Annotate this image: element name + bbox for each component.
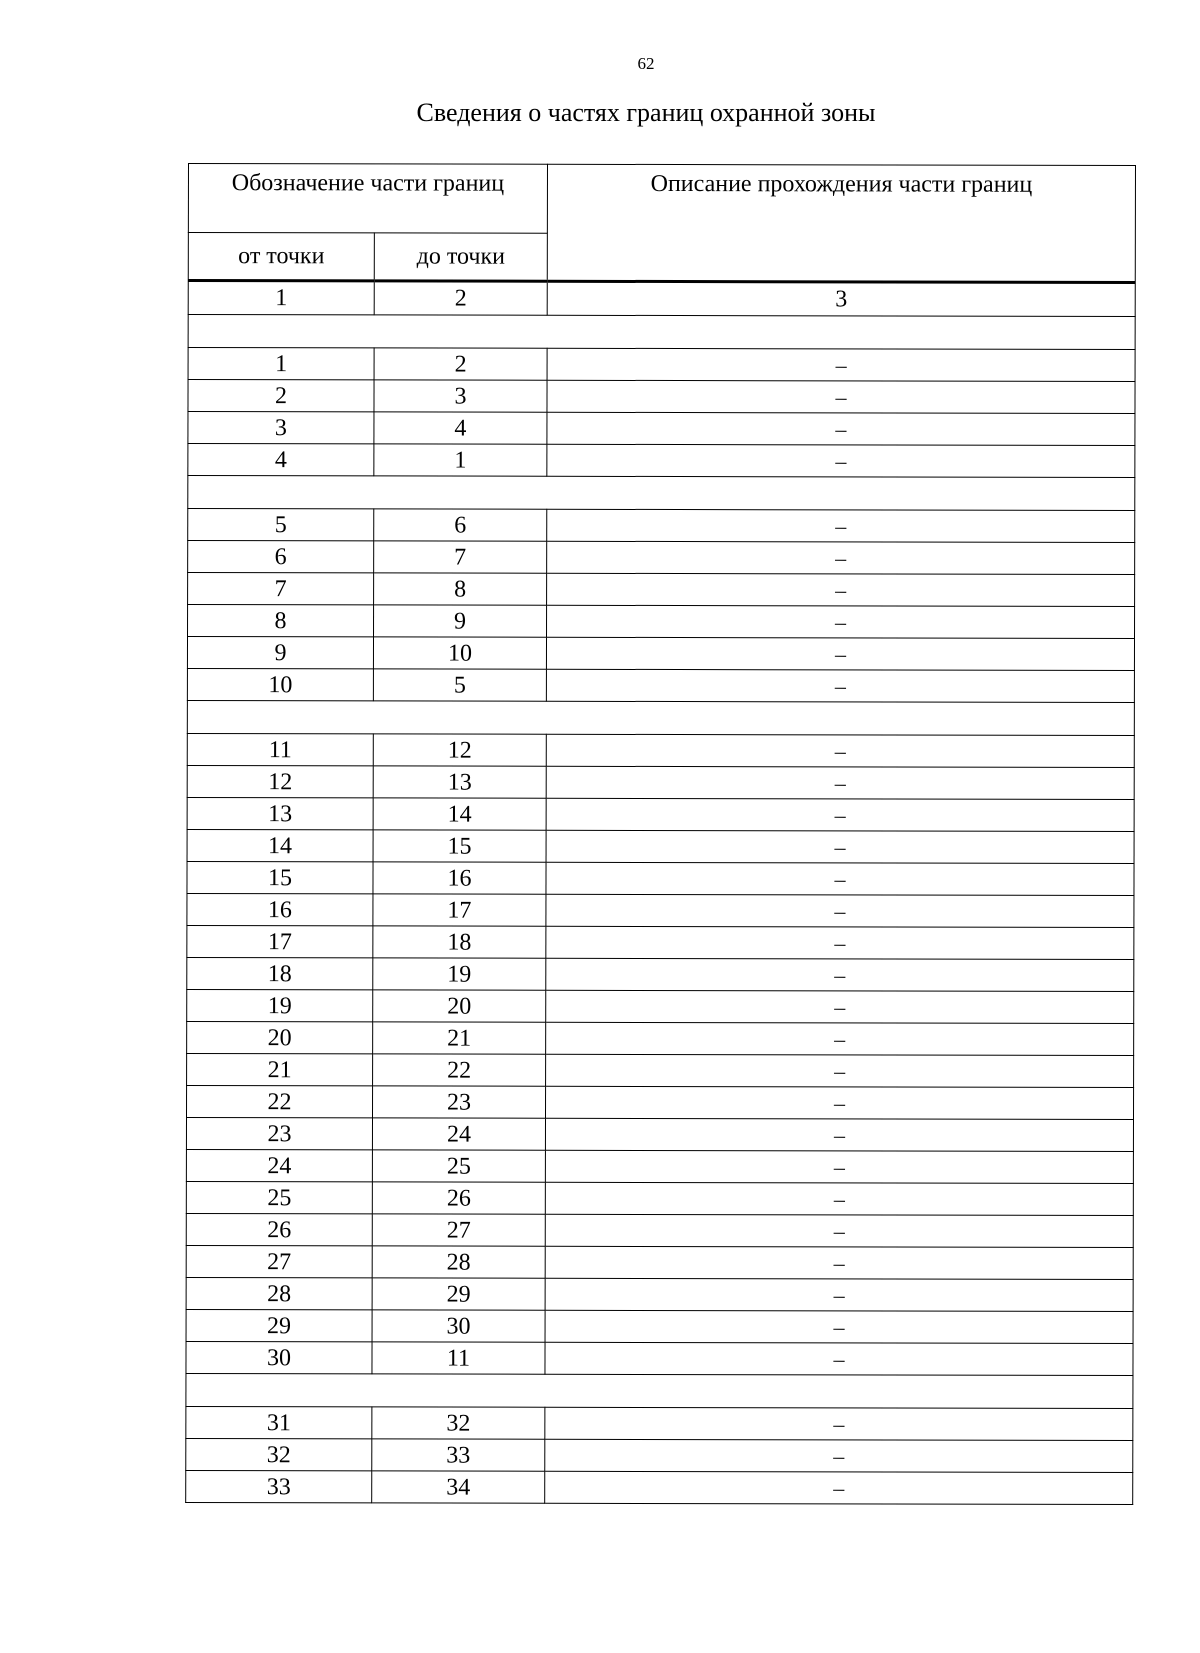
cell-description: –: [545, 1182, 1133, 1215]
table-row: [187, 989, 1134, 1023]
table-row: [187, 637, 1134, 671]
table-row: [188, 541, 1135, 575]
cell-to-point: 16: [373, 862, 546, 894]
cell-description: –: [546, 990, 1134, 1023]
cell-description: –: [546, 669, 1134, 702]
cell-from-point: 6: [188, 541, 374, 573]
cell-from-point: 20: [187, 1021, 373, 1053]
cell-to-point: 8: [374, 573, 547, 605]
boundary-parts-table: [185, 163, 1136, 1505]
cell-to-point: 28: [372, 1246, 545, 1278]
page-title: Сведения о частях границ охранной зоны: [416, 98, 876, 127]
section-separator-row: [187, 700, 1134, 735]
cell-from-point: 15: [187, 861, 373, 893]
cell-to-point: 13: [373, 766, 546, 798]
table-row: [186, 1181, 1133, 1215]
cell-to-point: 25: [372, 1150, 545, 1182]
cell-to-point: 9: [374, 605, 547, 637]
cell-description: –: [545, 1310, 1133, 1343]
cell-description: –: [547, 348, 1135, 381]
cell-description: –: [546, 958, 1134, 991]
cell-description: –: [546, 1022, 1134, 1055]
cell-description: –: [545, 1342, 1133, 1375]
cell-description: –: [546, 862, 1134, 895]
cell-from-point: 22: [187, 1085, 373, 1117]
cell-to-point: 20: [373, 990, 546, 1022]
table-row: [188, 573, 1135, 607]
cell-from-point: 14: [187, 829, 373, 861]
column-number: 3: [547, 281, 1135, 316]
cell-to-point: 21: [373, 1022, 546, 1054]
cell-to-point: 19: [373, 958, 546, 990]
cell-from-point: 12: [187, 765, 373, 797]
cell-description: –: [545, 1118, 1133, 1151]
table-row: [187, 1053, 1134, 1087]
cell-description: –: [547, 541, 1135, 574]
cell-to-point: 30: [372, 1310, 545, 1342]
cell-description: –: [546, 766, 1134, 799]
cell-to-point: 18: [373, 926, 546, 958]
table-row: [187, 765, 1134, 799]
table-row: [188, 444, 1135, 478]
table-row: [187, 861, 1134, 895]
section-separator-cell: [186, 1373, 1133, 1408]
cell-from-point: 23: [186, 1117, 372, 1149]
table-row: [186, 1117, 1133, 1151]
cell-from-point: 33: [186, 1470, 372, 1502]
cell-from-point: 19: [187, 989, 373, 1021]
cell-from-point: 21: [187, 1053, 373, 1085]
cell-from-point: 3: [188, 412, 374, 444]
section-separator-row: [186, 1373, 1133, 1408]
cell-description: –: [545, 1471, 1133, 1504]
cell-from-point: 27: [186, 1245, 372, 1277]
cell-description: –: [545, 1246, 1133, 1279]
cell-from-point: 9: [187, 637, 373, 669]
cell-from-point: 8: [188, 605, 374, 637]
header-to-point: до точки: [374, 233, 547, 281]
header-from-point: от точки: [188, 233, 374, 281]
table-row: [188, 380, 1135, 414]
cell-from-point: 16: [187, 893, 373, 925]
cell-description: –: [547, 444, 1135, 477]
cell-description: –: [545, 1278, 1133, 1311]
cell-from-point: 1: [188, 348, 374, 380]
cell-to-point: 1: [374, 444, 547, 476]
cell-to-point: 32: [372, 1407, 545, 1439]
cell-to-point: 14: [373, 798, 546, 830]
cell-from-point: 7: [188, 573, 374, 605]
cell-to-point: 15: [373, 830, 546, 862]
cell-description: –: [547, 605, 1135, 638]
table-row: [186, 1438, 1133, 1472]
cell-to-point: 5: [373, 669, 546, 701]
table-row: [186, 1213, 1133, 1247]
table-row: [187, 925, 1134, 959]
cell-description: –: [547, 509, 1135, 542]
cell-to-point: 17: [373, 894, 546, 926]
section-separator-cell: [187, 700, 1134, 735]
header-boundary-designation: Обозначение части границ: [188, 164, 547, 234]
table-row: [186, 1341, 1133, 1375]
cell-to-point: 23: [373, 1086, 546, 1118]
section-separator-row: [188, 315, 1135, 350]
cell-description: –: [547, 380, 1135, 413]
section-separator-row: [188, 476, 1135, 511]
cell-from-point: 30: [186, 1341, 372, 1373]
table-row: [186, 1406, 1133, 1440]
cell-to-point: 12: [373, 734, 546, 766]
cell-from-point: 17: [187, 925, 373, 957]
cell-to-point: 3: [374, 380, 547, 412]
cell-description: –: [545, 1439, 1133, 1472]
cell-description: –: [546, 798, 1134, 831]
column-number-row: [188, 281, 1135, 317]
cell-to-point: 27: [372, 1214, 545, 1246]
cell-to-point: 11: [372, 1342, 545, 1374]
cell-description: –: [545, 1214, 1133, 1247]
cell-from-point: 25: [186, 1181, 372, 1213]
section-separator-cell: [188, 315, 1135, 350]
cell-to-point: 4: [374, 412, 547, 444]
cell-to-point: 26: [372, 1182, 545, 1214]
section-separator-cell: [188, 476, 1135, 511]
table-row: [188, 348, 1135, 382]
cell-description: –: [546, 926, 1134, 959]
cell-description: –: [546, 734, 1134, 767]
table-row: [187, 893, 1134, 927]
page-number: 62: [637, 54, 655, 73]
cell-to-point: 34: [372, 1471, 545, 1503]
table-row: [186, 1245, 1133, 1279]
cell-to-point: 33: [372, 1439, 545, 1471]
table-row: [187, 1085, 1134, 1119]
column-number: 1: [188, 281, 374, 315]
cell-description: –: [546, 1086, 1134, 1119]
table-row: [187, 797, 1134, 831]
cell-from-point: 32: [186, 1438, 372, 1470]
cell-description: –: [547, 412, 1135, 445]
cell-to-point: 7: [374, 541, 547, 573]
cell-description: –: [546, 1054, 1134, 1087]
table-row: [188, 605, 1135, 639]
table-row: [186, 1277, 1133, 1311]
cell-from-point: 11: [187, 733, 373, 765]
cell-description: –: [546, 637, 1134, 670]
cell-to-point: 10: [373, 637, 546, 669]
table-row: [188, 412, 1135, 446]
cell-from-point: 26: [186, 1213, 372, 1245]
cell-to-point: 29: [372, 1278, 545, 1310]
table-row: [187, 733, 1134, 767]
table-row: [186, 1149, 1133, 1183]
column-number: 2: [374, 281, 547, 315]
cell-from-point: 5: [188, 509, 374, 541]
cell-description: –: [545, 1150, 1133, 1183]
cell-to-point: 2: [374, 348, 547, 380]
cell-from-point: 24: [186, 1149, 372, 1181]
cell-from-point: 4: [188, 444, 374, 476]
table-row: [188, 509, 1135, 543]
header-boundary-description: Описание прохождения части границ: [547, 164, 1135, 282]
cell-from-point: 18: [187, 957, 373, 989]
table-row: [186, 1309, 1133, 1343]
cell-from-point: 28: [186, 1277, 372, 1309]
cell-from-point: 10: [187, 668, 373, 700]
table-row: [187, 668, 1134, 702]
table-row: [187, 829, 1134, 863]
cell-description: –: [547, 573, 1135, 606]
cell-from-point: 29: [186, 1309, 372, 1341]
cell-description: –: [545, 1407, 1133, 1440]
table-header-row: [188, 164, 1135, 235]
cell-from-point: 31: [186, 1406, 372, 1438]
cell-from-point: 2: [188, 380, 374, 412]
cell-description: –: [546, 830, 1134, 863]
table-row: [187, 1021, 1134, 1055]
table-row: [187, 957, 1134, 991]
cell-description: –: [546, 894, 1134, 927]
cell-to-point: 6: [374, 509, 547, 541]
cell-to-point: 24: [372, 1118, 545, 1150]
cell-from-point: 13: [187, 797, 373, 829]
table-row: [186, 1470, 1133, 1504]
cell-to-point: 22: [373, 1054, 546, 1086]
